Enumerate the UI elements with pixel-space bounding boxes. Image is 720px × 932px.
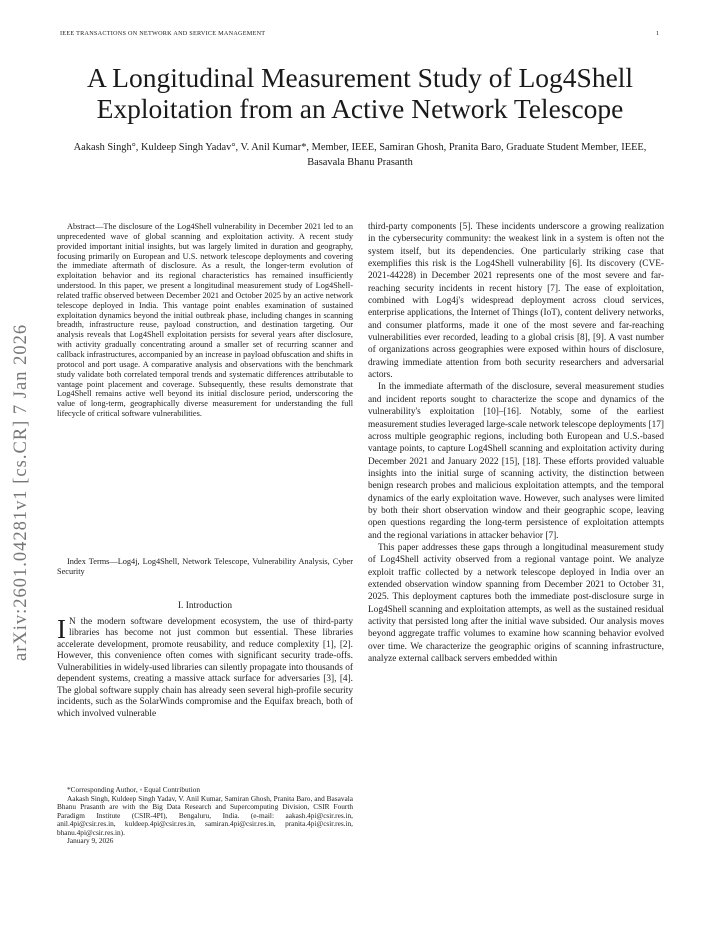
section-heading-introduction: I. Introduction: [177, 601, 233, 611]
footnote-corresponding: *Corresponding Author, ◦ Equal Contribution: [67, 785, 201, 794]
drop-cap: I: [57, 614, 66, 644]
author-list: Aakash Singh°, Kuldeep Singh Yadav°, V. Anil Kumar*, Member, IEEE, Samiran Ghosh, Pranita Baro, Graduate Student Member, IEEE, Basavala Bhanu Prasanth: [73, 142, 647, 168]
footnote-date: January 9, 2026: [67, 836, 114, 845]
body-paragraph: In the immediate aftermath of the disclosure, several measurement studies and incident reports sought to characterize the scope and dynamics of the vulnerability's exploitation [10]–[16]. Notably, some of the earliest measurement studies leveraged large-scale network telescope deployments [17] across multiple geographic regions, including both European and U.S.-based vantage points, to capture Log4Shell scanning and exploitation activity during December 2021 and January 2022 [15], [18]. These efforts provided valuable insights into the initial surge of scanning activity, the distinction between benign research probes and malicious exploitation attempts, and the temporal dynamics of the early exploitation wave. However, such analyses were limited by both their short observation window and their geographic scope, leaving open questions regarding the long-term persistence of exploitation attempts and the regional variations in attacker behavior [7].: [368, 382, 664, 541]
page-number: 1: [656, 30, 660, 37]
running-head: IEEE TRANSACTIONS ON NETWORK AND SERVICE MANAGEMENT: [60, 30, 266, 37]
paper-title: A Longitudinal Measurement Study of Log4Shell Exploitation from an Active Network Telescope: [86, 62, 634, 124]
right-column: [368, 221, 664, 665]
introduction-paragraph: [57, 614, 353, 720]
arxiv-identifier[interactable]: arXiv:2601.04281v1 [cs.CR] 7 Jan 2026: [11, 323, 31, 661]
abstract: Abstract—The disclosure of the Log4Shell vulnerability in December 2021 led to an unprecedented wave of global scanning and exploitation activity. A recent study provided important initial insights, but was largely limited in duration and geography, focusing primarily on European and U.S. network telescope deployments and covering the immediate aftermath of disclosure. As a result, the longer-term evolution of exploitation behavior and its regional characteristics has remained insufficiently understood. In this paper, we present a longitudinal measurement study of Log4Shell-related traffic observed between December 2021 and October 2025 by an active network telescope deployed in India. This vantage point enables examination of sustained exploitation dynamics beyond the initial outbreak phase, including changes in scanning breadth, infrastructure reuse, payload construction, and destination targeting. Our analysis reveals that Log4Shell exploitation persists for several years after disclosure, with activity gradually concentrating around a smaller set of recurring scanner and callback infrastructures, accompanied by an increase in payload obfuscation and shifts in protocol and port usage. A comparative analysis and observations with the benchmark study validate both correlated temporal trends and systematic differences attributable to vantage point placement and coverage. Subsequently, these results demonstrate that Log4Shell remains active well beyond its initial disclosure period, underscoring the value of long-term, geographically diverse measurement for understanding the full lifecycle of critical software vulnerabilities.: [57, 222, 353, 419]
index-terms: Index Terms—Log4j, Log4Shell, Network Telescope, Vulnerability Analysis, Cyber Security: [57, 557, 353, 576]
body-paragraph: This paper addresses these gaps through a longitudinal measurement study of Log4Shell activity observed from a regional vantage point. We analyze exploit traffic collected by a network telescope deployed in India over an extended observation window spanning from December 2021 to October 31, 2025. This deployment captures both the immediate post-disclosure surge in Log4Shell scanning and exploitation attempts, as well as the sustained residual activity that persisted long after the initial wave subsided. Our analysis moves beyond aggregate traffic volumes to examine how scanning behavior evolved over time. We characterize the geographic origins of scanning infrastructure, analyze external callback servers embedded within: [368, 542, 664, 665]
introduction-text: N the modern software development ecosystem, the use of third-party libraries has become not just common but essential. These libraries accelerate development, promote reusability, and reduce complexity [1], [2]. However, this convenience often comes with significant security trade-offs. Vulnerabilities in widely-used libraries can silently propagate into thousands of dependent systems, creating a massive attack surface for adversaries [3], [4]. The global software supply chain has already seen several high-profile security incidents, such as the SolarWinds compromise and the Equifax breach, both of which involved vulnerable: [57, 617, 353, 719]
footnote: [57, 786, 353, 846]
footnote-affiliation: Aakash Singh, Kuldeep Singh Yadav, V. Anil Kumar, Samiran Ghosh, Pranita Baro, and Basavala Bhanu Prasanth are with the Big Data Research and Supercomputing Division, CSIR Fourth Paradigm Institute (CSIR-4PI), Bengaluru, India. (e-mail: aakash.4pi@csir.res.in, anil.4pi@csir.res.in, kuldeep.4pi@csir.res.in, samiran.4pi@csir.res.in, pranita.4pi@csir.res.in, bhanu.4pi@csir.res.in).: [57, 793, 353, 837]
body-paragraph: third-party components [5]. These incidents underscore a growing realization in the cybersecurity community: the weakest link in a system is often not the system itself, but its dependencies. One particularly striking case that exemplifies this risk is the Log4Shell vulnerability [6]. Its discovery (CVE-2021-44228) in December 2021 represents one of the most severe and far-reaching security incidents in recent history [7]. The ease of exploitation, combined with Log4j's widespread deployment across cloud services, enterprise applications, the Internet of Things (IoT), content delivery networks, and consumer platforms, made it one of the most severe and far-reaching vulnerabilities ever recorded, leading to a global crisis [8], [9]. A vast number of organizations across geographies were exposed within hours of disclosure, drawing immediate attention from both security researchers and adversarial actors.: [368, 222, 664, 381]
